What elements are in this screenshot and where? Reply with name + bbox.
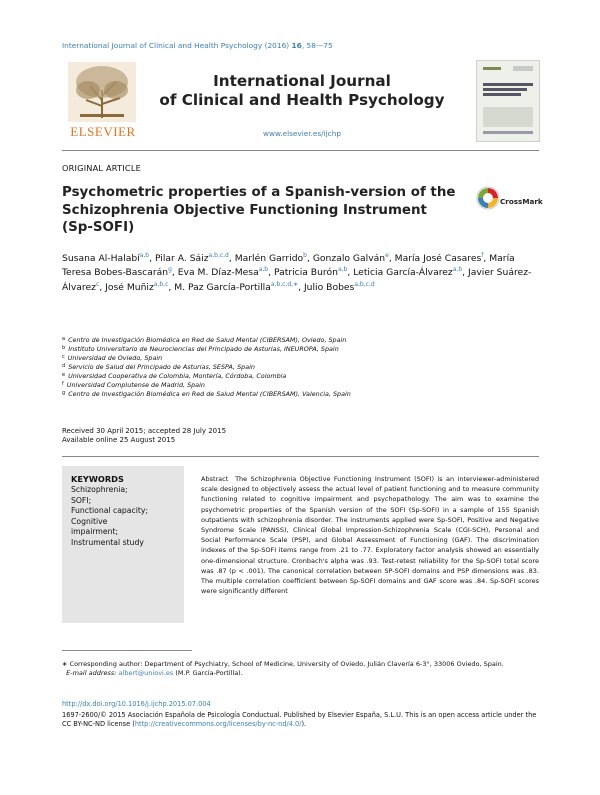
- footnote-rule: [62, 650, 192, 651]
- author-separator: ,: [268, 267, 274, 279]
- journal-cover-thumbnail: [476, 60, 540, 142]
- author-separator: ,: [306, 253, 313, 264]
- author-email-link[interactable]: albert@uniovi.es: [118, 669, 174, 677]
- author-name: Pilar A. Sáiz: [154, 253, 209, 264]
- journal-volume: 16: [291, 41, 302, 50]
- author-name: Javier Suárez-Álvarez: [62, 267, 532, 293]
- keyword-item: Cognitive: [71, 516, 108, 526]
- keyword-item: Schizophrenia;: [71, 485, 128, 494]
- author-affiliation-marker[interactable]: c: [95, 280, 100, 288]
- author-separator: ,: [99, 281, 106, 293]
- author-list: [62, 252, 540, 295]
- author-name: Marlén Garrido: [234, 253, 304, 264]
- affiliation-item: [62, 380, 540, 389]
- footnote-text: Corresponding author: Department of Psychiatry, School of Medicine, University of Oviedo, Julián Clavería 6-3°, 33006 Oviedo, Spain.: [69, 660, 504, 668]
- doi-link[interactable]: http://dx.doi.org/10.1016/j.ijchp.2015.07.004: [62, 700, 211, 708]
- elsevier-logo: [62, 60, 144, 140]
- header-rule: [62, 150, 539, 151]
- footnote-marker: ∗: [62, 660, 68, 668]
- elsevier-wordmark: ELSEVIER: [70, 124, 136, 139]
- affiliation-text: Universidad Complutense de Madrid, Spain: [66, 381, 205, 389]
- license-statement: 1697-2600/© 2015 Asociación Española de Psicología Conductual. Published by Elsevier España, S.L.U. This is an open access article under the CC BY-NC-ND license (: [62, 711, 537, 728]
- journal-title: [152, 72, 452, 110]
- author-affiliation-marker[interactable]: a,b,c,d: [354, 280, 375, 288]
- author-affiliation-marker[interactable]: a,b,c: [153, 280, 169, 288]
- affiliation-label: a: [62, 336, 66, 342]
- author-name: José Muñiz: [105, 281, 154, 293]
- article-dates: [62, 427, 226, 445]
- affiliation-label: b: [62, 345, 66, 351]
- author-affiliation-marker[interactable]: a,b,c,d,∗: [270, 280, 299, 288]
- article-title: Psychometric properties of a Spanish-version of the Schizophrenia Objective Functioning Instrument (Sp-SOFI): [62, 185, 456, 235]
- keywords-title: KEYWORDS: [71, 474, 124, 484]
- author-affiliation-marker[interactable]: e: [385, 252, 389, 259]
- author-name: Eva M. Díaz-Mesa: [177, 267, 259, 279]
- author-name: María José Casares: [394, 253, 482, 264]
- affiliation-label: g: [62, 390, 66, 396]
- author-affiliation-marker[interactable]: a,b: [139, 252, 150, 259]
- author-name: María Teresa Bobes-Bascarán: [62, 253, 515, 279]
- email-label: E-mail address:: [66, 669, 117, 677]
- affiliation-item: [62, 335, 540, 344]
- author-affiliation-marker[interactable]: b: [303, 252, 307, 259]
- keyword-item: Functional capacity;: [71, 506, 149, 515]
- author-separator: ,: [228, 253, 235, 264]
- author-name: Patricia Burón: [273, 267, 338, 279]
- author-separator: ,: [347, 267, 354, 279]
- affiliation-label: f: [62, 381, 64, 387]
- license-url-link[interactable]: http://creativecommons.org/licenses/by-nc-nd/4.0/: [134, 720, 302, 728]
- affiliation-item: [62, 344, 540, 353]
- author-affiliation-marker[interactable]: a,b: [337, 266, 348, 274]
- author-name: M. Paz García-Portilla: [174, 281, 271, 293]
- author-separator: ,: [388, 253, 395, 264]
- affiliation-text: Servicio de Salud del Principado de Asturias, SESPA, Spain: [68, 363, 255, 371]
- author-name: Leticia García-Álvarez: [353, 267, 453, 279]
- affiliation-item: [62, 371, 540, 380]
- journal-title-line1: International Journal: [213, 72, 391, 90]
- author-name: Julio Bobes: [303, 281, 355, 293]
- affiliation-item: [62, 389, 540, 398]
- journal-pages: , 58—75: [301, 41, 333, 50]
- abstract: [201, 474, 539, 596]
- affiliation-text: Instituto Universitario de Neurociencias del Principado de Asturias, INEUROPA, Spain: [68, 345, 339, 353]
- journal-cover-image: [477, 61, 539, 141]
- author-separator: ,: [149, 253, 155, 264]
- author-name: Susana Al-Halabí: [62, 253, 140, 264]
- abstract-label: Abstract: [201, 475, 229, 483]
- author-affiliation-marker[interactable]: g: [168, 266, 172, 274]
- crossmark-icon: [476, 186, 500, 210]
- author-separator: ,: [168, 281, 175, 293]
- affiliation-label: c: [62, 354, 65, 360]
- affiliation-text: Universidad Cooperativa de Colombia, Montería, Córdoba, Colombia: [68, 372, 287, 380]
- journal-ref-prefix: International Journal of Clinical and Health Psychology (2016): [62, 41, 292, 50]
- author-affiliation-marker[interactable]: a,b,c,d: [208, 252, 229, 259]
- email-suffix: (M.P. García-Portilla).: [175, 669, 243, 677]
- corresponding-author-footnote: [62, 660, 540, 678]
- author-separator: ,: [462, 267, 468, 279]
- article-type: ORIGINAL ARTICLE: [62, 163, 141, 173]
- affiliation-item: [62, 362, 540, 371]
- crossmark-label: CrossMark: [500, 197, 543, 206]
- crossmark-button[interactable]: [476, 186, 500, 214]
- affiliation-list: [62, 335, 540, 398]
- keyword-item: Instrumental study: [71, 537, 144, 547]
- keyword-item: impairment;: [71, 527, 119, 536]
- affiliation-item: [62, 353, 540, 362]
- author-name: Gonzalo Galván: [312, 253, 386, 264]
- affiliation-text: Universidad de Oviedo, Spain: [67, 354, 163, 362]
- license-suffix: ).: [301, 720, 307, 728]
- license-text: [62, 711, 540, 729]
- author-affiliation-marker[interactable]: a,b: [258, 266, 269, 274]
- affiliation-text: Centro de Investigación Biomédica en Red de Salud Mental (CIBERSAM), Oviedo, Spain: [68, 336, 347, 344]
- author-separator: ,: [483, 253, 490, 264]
- affiliation-text: Centro de Investigación Biomédica en Red de Salud Mental (CIBERSAM), Valencia, Spain: [68, 390, 351, 398]
- affiliation-label: d: [62, 363, 66, 369]
- journal-reference[interactable]: [62, 41, 333, 50]
- journal-url-link[interactable]: www.elsevier.es/ijchp: [263, 129, 341, 138]
- journal-title-line2: of Clinical and Health Psychology: [159, 91, 445, 109]
- affiliation-label: e: [62, 372, 66, 378]
- author-separator: ,: [171, 267, 178, 279]
- dates-rule: [62, 456, 539, 457]
- author-affiliation-marker[interactable]: f: [481, 252, 484, 259]
- keyword-list: [71, 485, 181, 548]
- keyword-item: SOFI;: [71, 495, 92, 505]
- received-date: Received 30 April 2015; accepted 28 July 2015: [62, 427, 227, 435]
- abstract-text: The Schizophrenia Objective Functioning Instrument (SOFI) is an interviewer-administered scale designed to objectively assess the actual level of patient functioning and to measure community functioning related to cognitive impairment and psychopathology. The aim was to examine the psychometric properties of the Spanish version of the SOFI (Sp-SOFI) in a sample of 155 Spanish outpatients with schizophrenia disorder. The instruments applied were Sp-SOFI, Positive and Negative Syndrome Scale (PANSS), Clinical Global Impression-Schizophrenia Scale (CGI-SCH), Personal and Social Performance Scale (PSP), and Global Assessment of Functioning (GAF). The discrimination indexes of the Sp-SOFI items range from .21 to .77. Exploratory factor analysis showed an essentially one-dimensional structure. Cronbach's alpha was .93. Test-retest reliability for the Sp-SOFI total score was .87 (p < .001). The canonical correlation between SP-SOFI domains and PSP dimensions was .83. The multiple correlation coefficient between Sp-SOFI domains and GAF score was .84. Sp-SOFI scores were significantly different: [201, 475, 539, 596]
- author-affiliation-marker[interactable]: a,b: [452, 266, 463, 274]
- online-date: Available online 25 August 2015: [62, 436, 176, 444]
- author-separator: ,: [298, 281, 304, 293]
